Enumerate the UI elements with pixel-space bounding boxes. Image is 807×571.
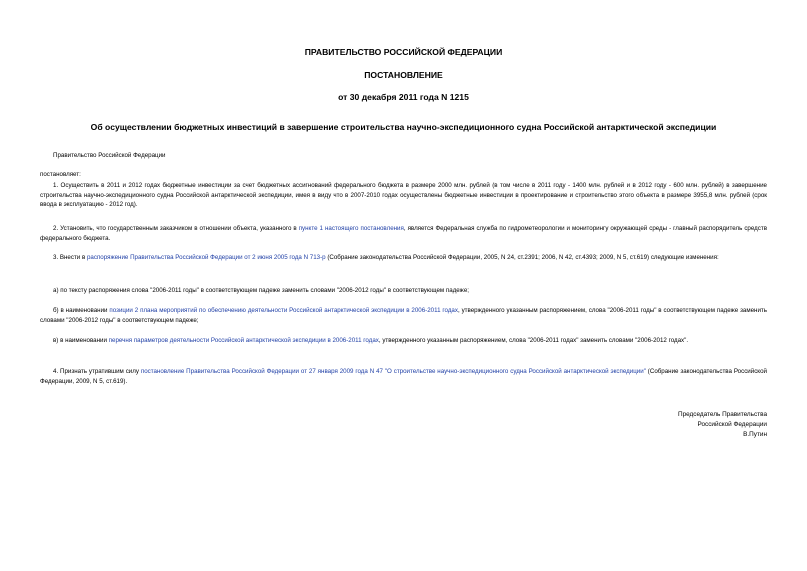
signature-name: В.Путин xyxy=(743,431,767,438)
paragraph-3-text: 3. Внести в xyxy=(53,254,87,261)
authority-heading: ПРАВИТЕЛЬСТВО РОССИЙСКОЙ ФЕДЕРАЦИИ xyxy=(304,47,503,57)
link-order-713r[interactable]: распоряжение Правительства Российской Федерации от 2 июня 2005 года N 713-р xyxy=(86,254,326,261)
paragraph-3-tail: (Собрание законодательства Российской Федерации, 2005, N 24, ст.2391; 2006, N 42, ст.4393; 2009, N 5, ст.619) следующие изменения: xyxy=(325,254,719,261)
paragraph-b xyxy=(40,306,767,325)
link-parameters-list[interactable]: перечня параметров деятельности Российской антарктической экспедиции в 2006-2011 годах xyxy=(108,337,379,344)
doc-type-heading: ПОСТАНОВЛЕНИЕ xyxy=(364,70,443,80)
paragraph-a: а) по тексту распоряжения слова "2006-2011 годы" в соответствующем падеже заменить словами "2006-2012 годы" в соответствующем падеже; xyxy=(53,287,469,294)
intro-text: Правительство Российской Федерации xyxy=(53,152,166,159)
link-decree-47[interactable]: постановление Правительства Российской Федерации от 27 января 2009 года N 47 "О строительстве научно-экспедиционного судна Российской антарктической экспедиции" xyxy=(140,368,646,375)
paragraph-c xyxy=(40,336,767,346)
paragraph-c-tail: , утвержденного указанным распоряжением, слова "2006-2011 годах" заменить словами "2006-2012 годах". xyxy=(378,337,689,344)
paragraph-2 xyxy=(40,224,767,243)
paragraph-4-tail: (Собрание законодательства Российской Федерации, 2009, N 5, ст.619). xyxy=(40,368,767,385)
paragraph-b-text: б) в наименовании xyxy=(53,307,110,314)
paragraph-4-text: 4. Признать утратившим силу xyxy=(53,368,141,375)
link-plan-position-2[interactable]: позиции 2 плана мероприятий по обеспечению деятельности Российской антарктической экспедиции в 2006-2011 годах xyxy=(109,307,458,314)
signature-position: Председатель Правительства xyxy=(678,411,767,418)
decree-text: постановляет: xyxy=(40,171,81,178)
document-title: Об осуществлении бюджетных инвестиций в завершение строительства научно-экспедиционного судна Российской антарктической экспедиции xyxy=(90,122,717,132)
paragraph-b-tail: , утвержденного указанным распоряжением, слова "2006-2011 годы" в соответствующем падеже заменить словами "2006-2012 годы" в соответствующем падеже; xyxy=(40,307,767,324)
paragraph-4 xyxy=(40,367,767,386)
link-clause-1[interactable]: пункте 1 настоящего постановления xyxy=(298,225,404,232)
signature-org: Российской Федерации xyxy=(697,421,767,428)
paragraph-1: 1. Осуществить в 2011 и 2012 годах бюджетные инвестиции за счет бюджетных ассигнований федерального бюджета в размере 2000 млн. рублей (в том числе в 2011 году - 1400 млн. рублей и в 2012 году - 600 млн. рублей) в завершение строительства научно-экспедиционного судна Российской антарктической экспедиции, имея в виду что в 2007-2010 годах осуществлены бюджетные инвестиции в проектирование и строительство этого объекта в размере 3955,8 млн. рублей (срок ввода в эксплуатацию - 2012 год). xyxy=(40,182,767,209)
paragraph-3 xyxy=(40,253,767,263)
paragraph-2-tail: , является Федеральная служба по гидрометеорологии и мониторингу окружающей среды - главный распорядитель средств федерального бюджета. xyxy=(40,225,767,242)
date-number: от 30 декабря 2011 года N 1215 xyxy=(338,92,469,102)
paragraph-2-text: 2. Установить, что государственным заказчиком в отношении объекта, указанного в xyxy=(53,225,299,232)
paragraph-c-text: в) в наименовании xyxy=(53,337,109,344)
